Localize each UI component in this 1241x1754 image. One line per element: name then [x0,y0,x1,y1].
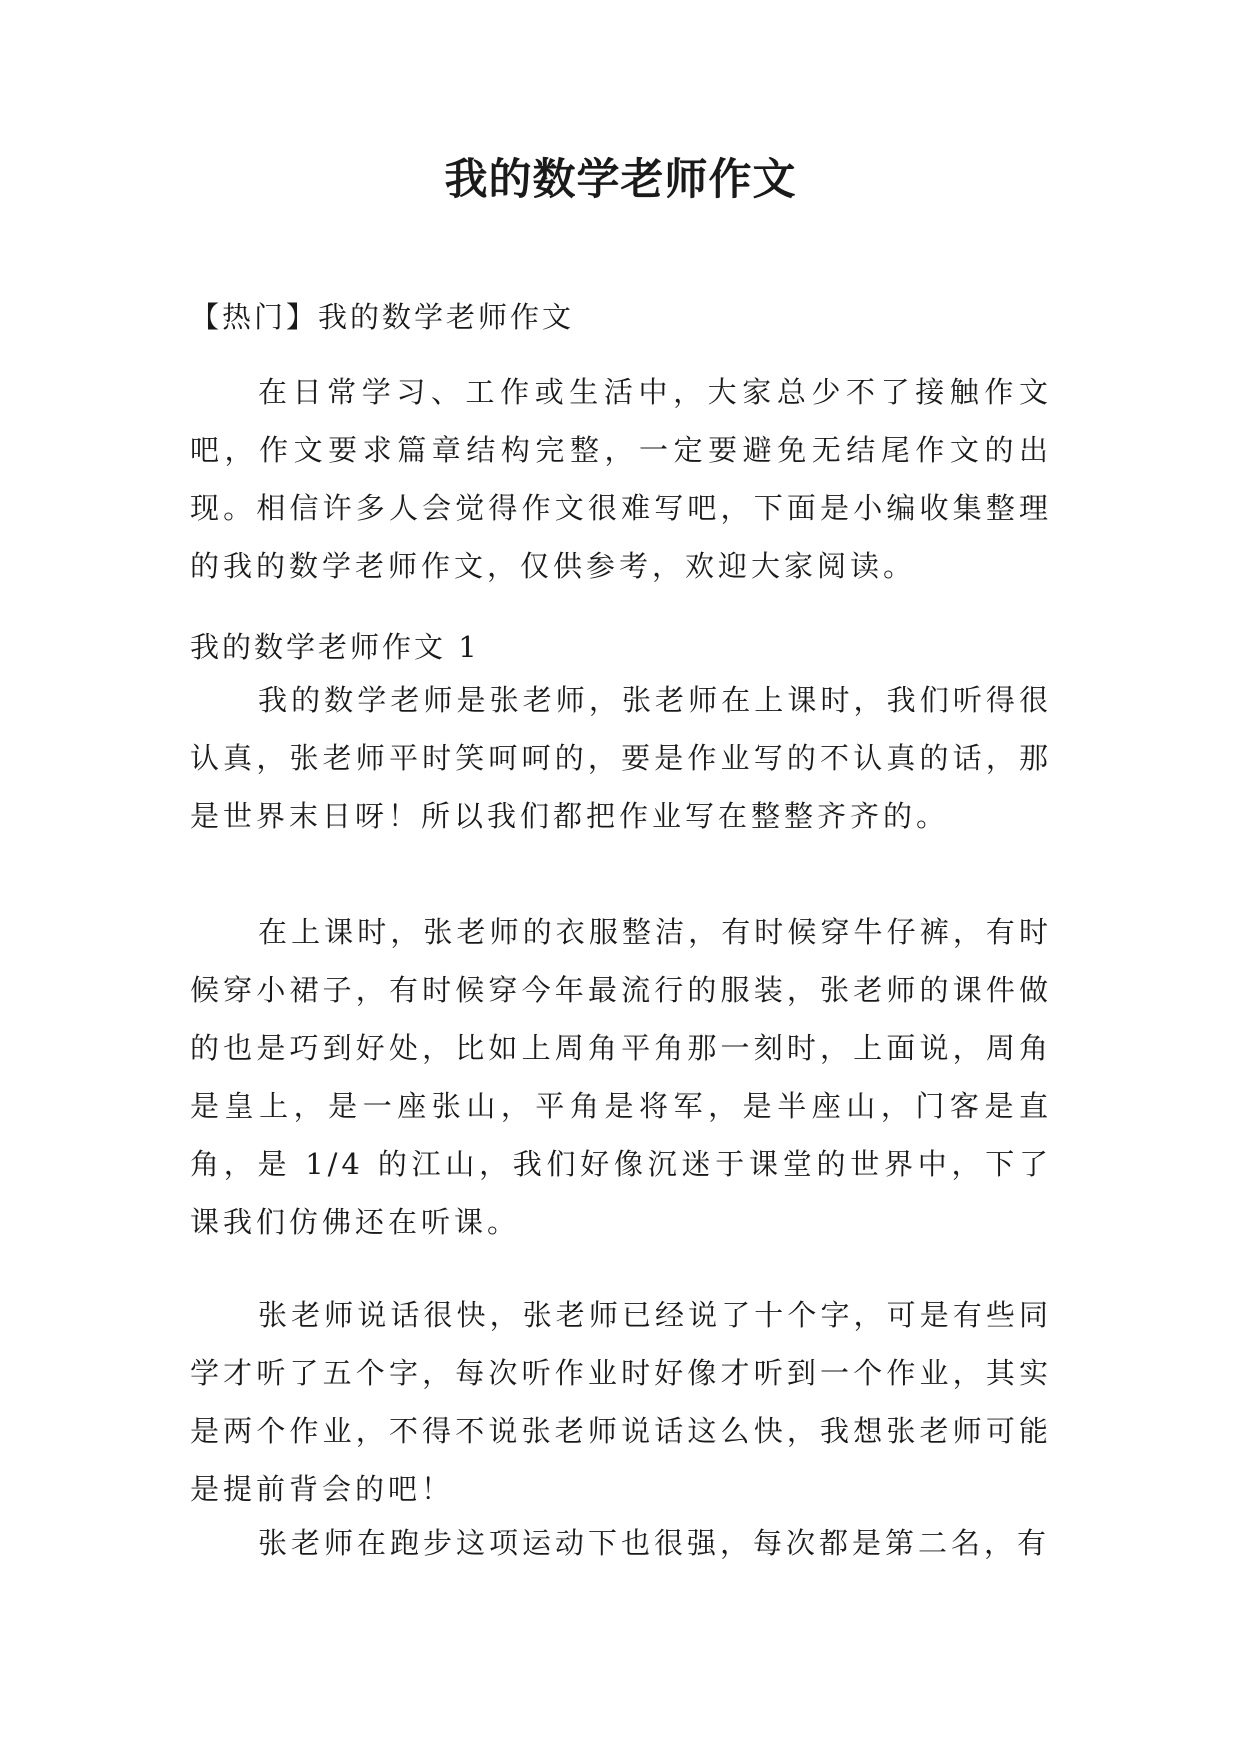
document-title: 我的数学老师作文 [444,155,797,205]
body-paragraph-3: 张老师说话很快，张老师已经说了十个字，可是有些同学才听了五个字，每次听作业时好像才听到一个作业，其实是两个作业，不得不说张老师说话这么快，我想张老师可能是提前背会的吧！ [190,1298,1052,1506]
intro-paragraph: 在日常学习、工作或生活中，大家总少不了接触作文吧，作文要求篇章结构完整，一定要避免无结尾作文的出现。相信许多人会觉得作文很难写吧，下面是小编收集整理的我的数学老师作文，仅供参考，欢迎大家阅读。 [190,375,1052,583]
body-paragraph-1: 我的数学老师是张老师，张老师在上课时，我们听得很认真，张老师平时笑呵呵的，要是作业写的不认真的话，那是世界末日呀！所以我们都把作业写在整整齐齐的。 [190,683,1052,833]
body-paragraph-2: 在上课时，张老师的衣服整洁，有时候穿牛仔裤，有时候穿小裙子，有时候穿今年最流行的服装，张老师的课件做的也是巧到好处，比如上周角平角那一刻时，上面说，周角是皇上，是一座张山，平角是将军，是半座山，门客是直角，是 1/4 的江山，我们好像沉迷于课堂的世界中，下了课我们仿佛还在听课。 [190,915,1052,1239]
document-subtitle: 【热门】我的数学老师作文 [190,300,575,334]
body-paragraph-4: 张老师在跑步这项运动下也很强，每次都是第二名，有 [258,1526,1051,1560]
section-heading: 我的数学老师作文 1 [190,630,480,664]
